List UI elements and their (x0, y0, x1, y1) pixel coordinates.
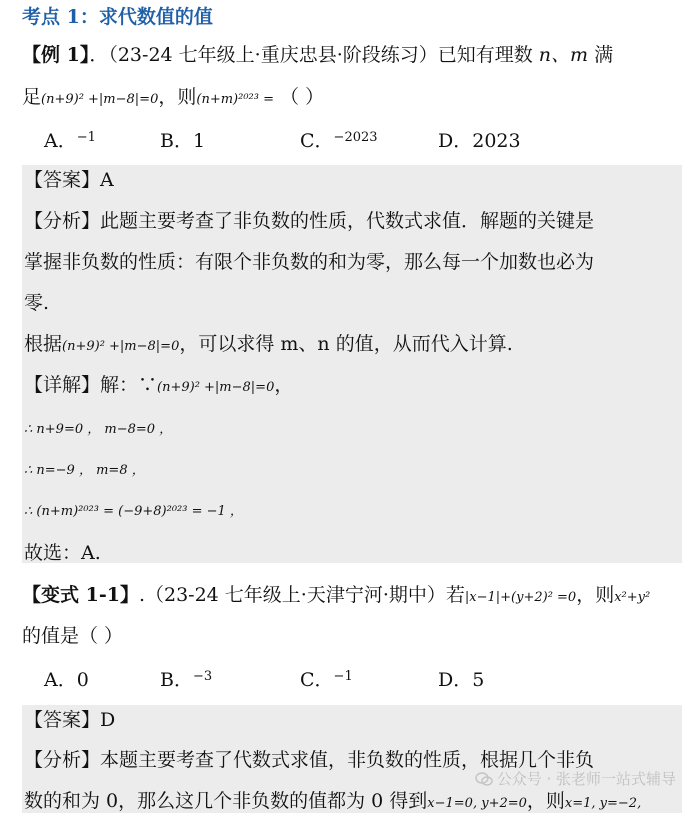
analysis-2-result: x=1, y=−2, (564, 796, 642, 811)
variant-option-c: C．$^{-1}$ (300, 669, 353, 691)
detail-equation: (n+9)² +|m−8|=0 (157, 380, 275, 395)
option-b: B．1 (160, 130, 206, 152)
answer-2: 【答案】D (24, 709, 116, 731)
analysis-2-line-2: 数的和为 0，那么这几个非负数的值都为 0 得到x−1=0, y+2=0，则x=1, y=−2, (24, 790, 642, 812)
conclusion-1: 故选：A. (24, 542, 101, 564)
wechat-icon (475, 772, 493, 786)
analysis-1-line-3: 零. (24, 292, 50, 314)
example-condition-equation: (n+9)² +|m−8|=0 (41, 92, 159, 107)
answer-1: 【答案】A (24, 169, 114, 191)
variant-1-line-2: 的值是（ ） (22, 625, 124, 647)
analysis-1-line-2: 掌握非负数的性质：有限个非负数的和为零，那么每一个加数也必为 (24, 251, 595, 273)
variant-option-d: D．5 (438, 669, 485, 691)
detail-step-2: ∴ n=−9 ， m=8 ， (24, 463, 145, 478)
example-prefix: 足 (22, 86, 42, 108)
basis-equation: (n+9)² +|m−8|=0 (62, 339, 180, 354)
example-vars: n、m (538, 44, 589, 66)
variant-condition-equation: |x−1|+(y+2)² =0 (464, 590, 577, 605)
answer-blank: （ ） (280, 86, 325, 108)
variant-1-question: 【变式 1-1】.（23-24 七年级上·天津宁河·期中）若|x−1|+(y+2)² =0，则x²+y² (22, 584, 651, 606)
example-source: ．（23-24 七年级上·重庆忠县·阶段练习）已知有理数 (89, 44, 533, 66)
analysis-2-line-1: 【分析】本题主要考查了代数式求值，非负数的性质，根据几个非负 (24, 749, 595, 771)
example-1-equation-line (22, 84, 696, 113)
example-ask-expression: (n+m)²⁰²³ = (196, 92, 274, 107)
analysis-2-equation: x−1=0, y+2=0 (427, 796, 527, 811)
example-mid-text: ，则 (158, 86, 197, 108)
option-c: C．$^{-2023}$ (300, 130, 378, 152)
variant-ask-expression: x²+y² (614, 590, 651, 605)
watermark: 公众号 · 张老师一站式辅导 (475, 768, 676, 789)
detail-step-3: ∴ (n+m)²⁰²³ = (−9+8)²⁰²³ = −1 ， (24, 504, 243, 519)
variant-label: 【变式 1-1】 (22, 584, 139, 606)
variant-option-b: B．$^{-3}$ (160, 669, 213, 691)
analysis-1-line-1: 【分析】此题主要考查了非负数的性质，代数式求值．解题的关键是 (24, 210, 595, 232)
option-a: A．$^{-1}$ (44, 130, 96, 152)
detail-step-1: ∴ n+9=0 ， m−8=0 ， (24, 422, 173, 437)
example-label: 【例 1】 (22, 44, 90, 66)
detail-1-intro: 【详解】解：∵(n+9)² +|m−8|=0， (24, 374, 294, 396)
analysis-1-basis: 根据(n+9)² +|m−8|=0，可以求得 m、n 的值，从而代入计算. (24, 333, 513, 355)
section-heading: 考点 1：求代数值的值 (22, 6, 213, 28)
option-d: D．2023 (438, 130, 521, 152)
variant-option-a: A．0 (44, 669, 89, 691)
example-1-question (22, 42, 696, 68)
example-tail: 满 (594, 44, 614, 66)
